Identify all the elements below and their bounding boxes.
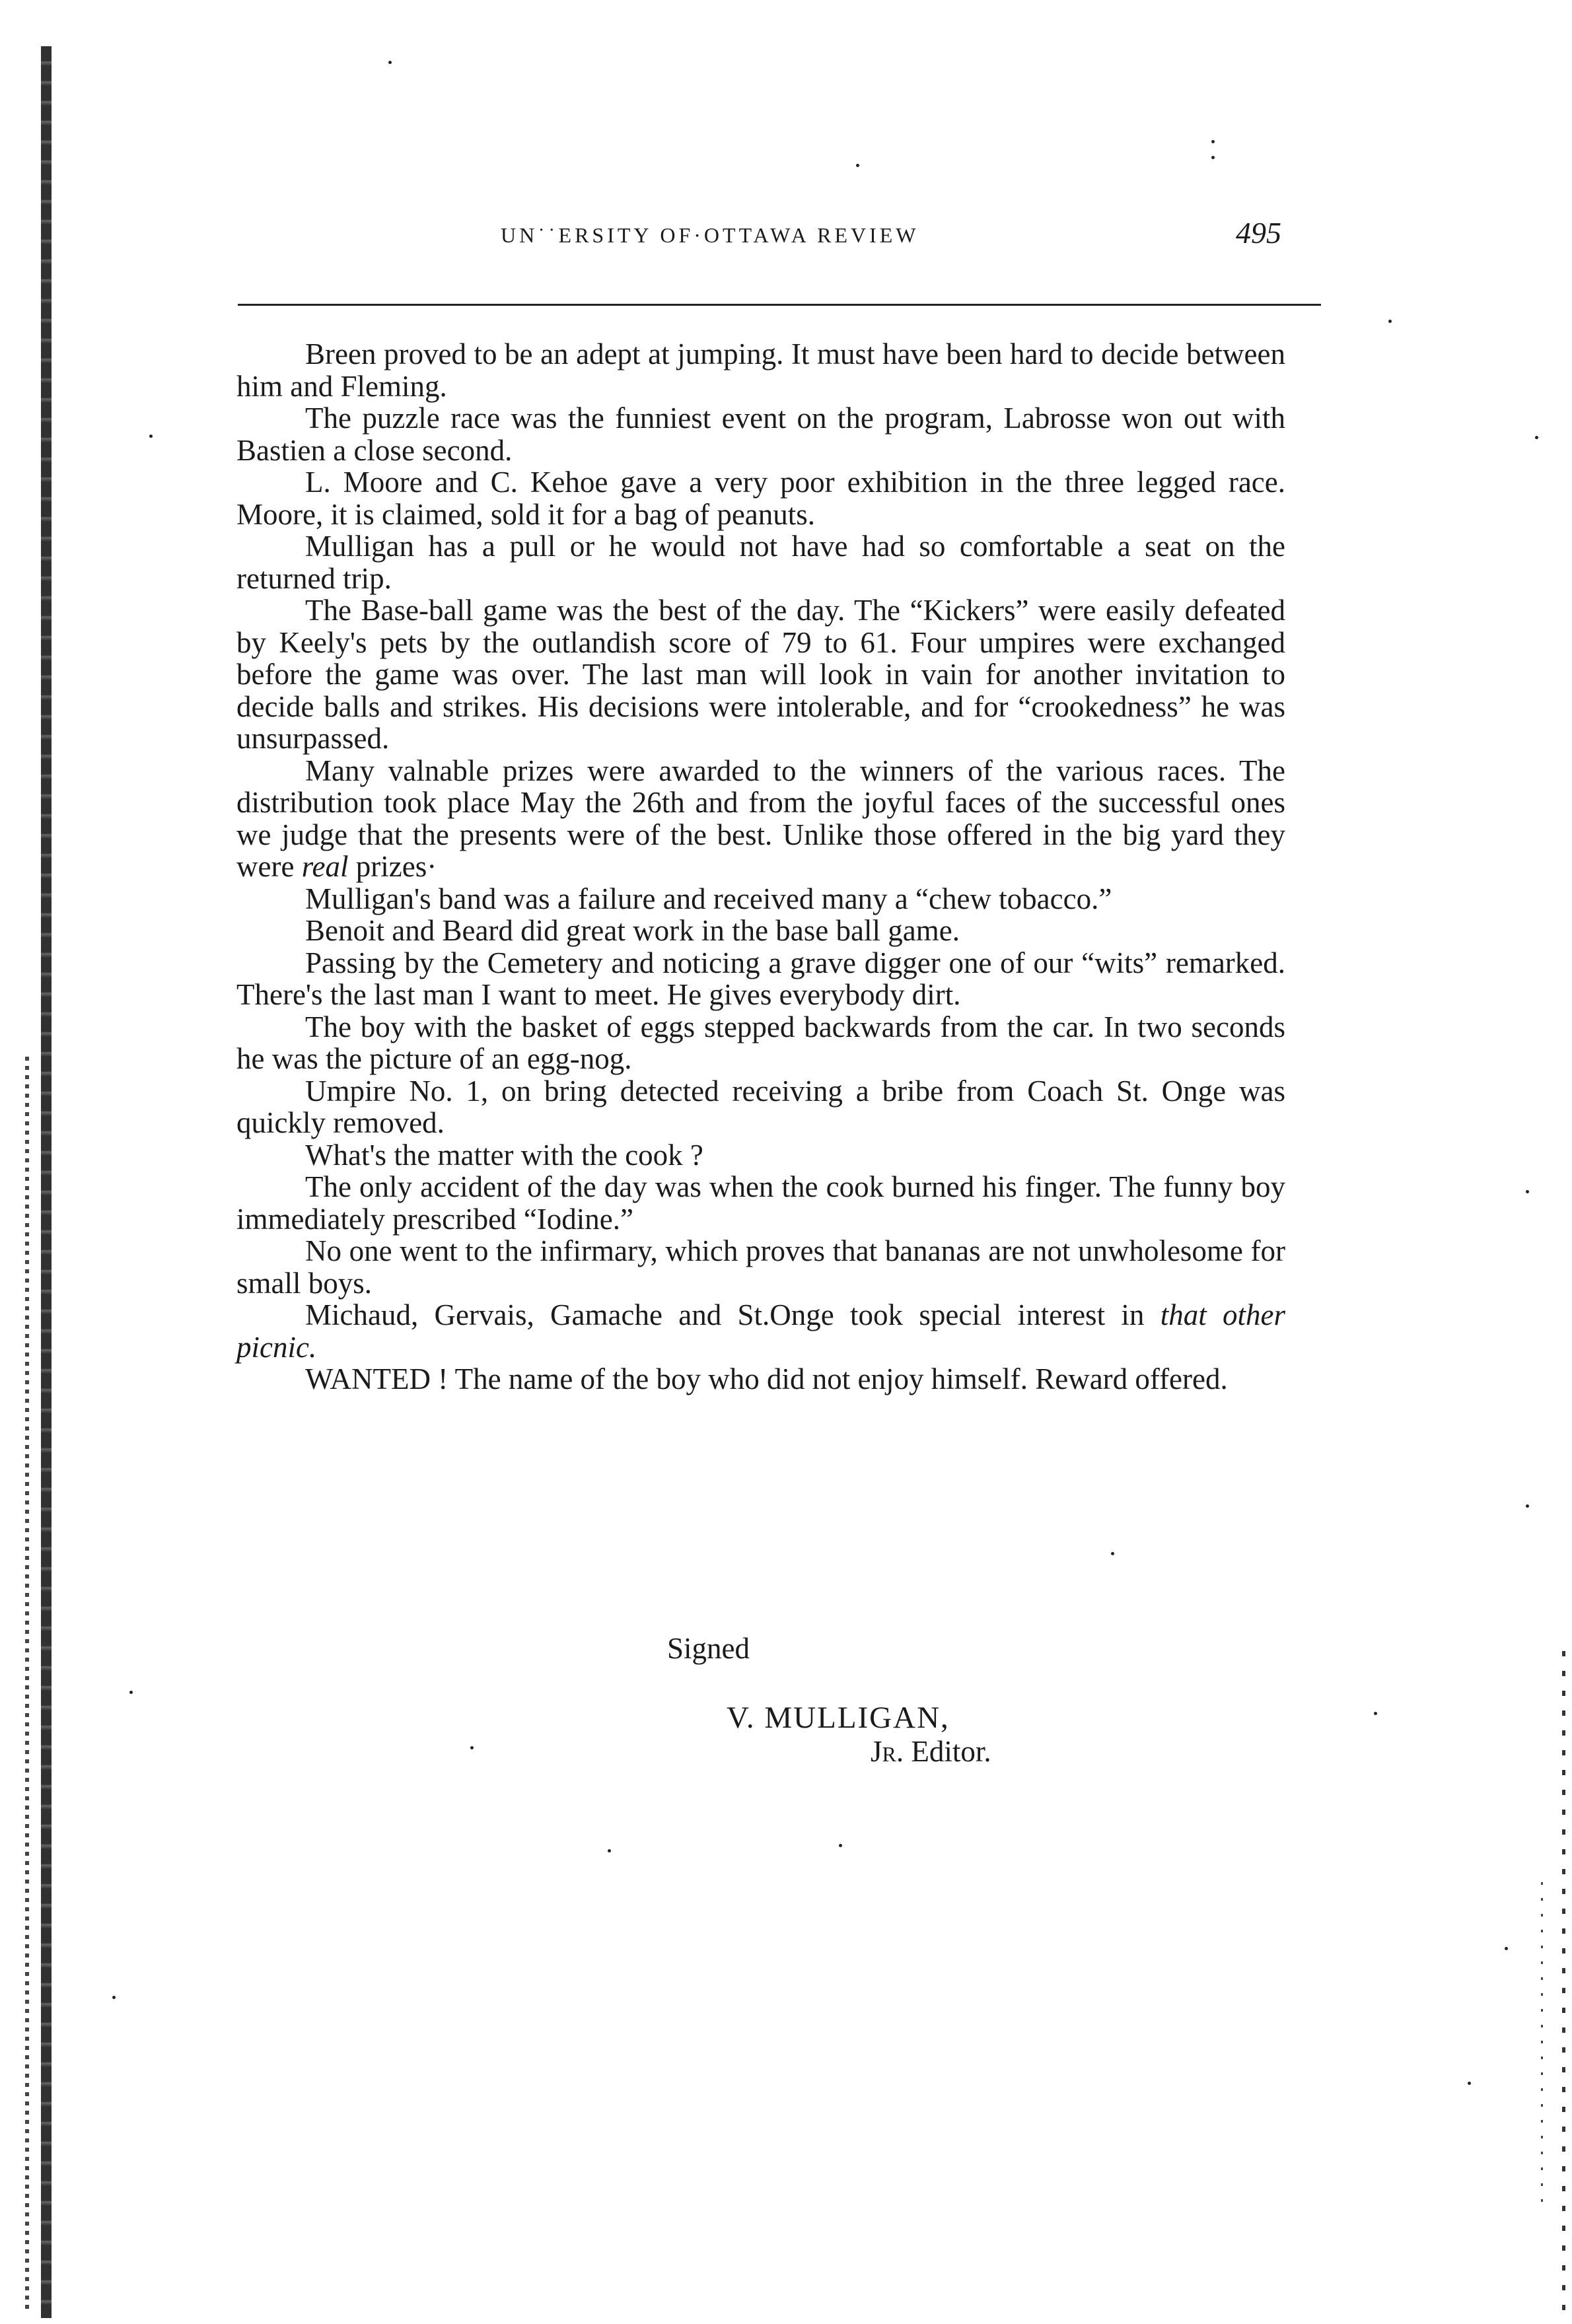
- paragraph: Mulligan has a pull or he would not have had so comfortable a seat on the returned trip.: [236, 530, 1285, 595]
- paragraph: Umpire No. 1, on bring detected receiving a bribe from Coach St. Onge was quickly removed.: [236, 1074, 1285, 1139]
- right-edge-marks: [1562, 1651, 1565, 2311]
- paragraph-text: Michaud, Gervais, Gamache and St.Onge took special interest in: [305, 1298, 1145, 1331]
- paragraph: The Base-ball game was the best of the day. The “Kickers” were easily defeated by Keely's pets by the outlandish score of 79 to 61. Four umpires were exchanged before the game was over. The last man will look in vain for another invitation to decide balls and strikes. His decisions were intolerable, and for “crookedness” he was unsurpassed.: [236, 594, 1285, 755]
- scan-speck: [1526, 1504, 1529, 1508]
- scan-speck: [1211, 156, 1215, 159]
- signer-title-suffix: . Editor.: [896, 1735, 991, 1768]
- paragraph: What's the matter with the cook ?: [305, 1138, 703, 1172]
- emphasis-real: real: [301, 850, 349, 883]
- scan-speck: [1374, 1712, 1377, 1715]
- page-number: 495: [1236, 216, 1281, 250]
- scan-speck: [608, 1849, 611, 1852]
- scan-speck: [112, 1996, 116, 1999]
- header-rule: [238, 304, 1321, 306]
- paragraph: No one went to the infirmary, which proves that bananas are not unwholesome for small boys.: [236, 1234, 1285, 1300]
- scan-speck: [839, 1844, 842, 1847]
- paragraph-text: Many valnable prizes were awarded to the winners of the various races. The distribution took place May the 26th and from the joyful faces of the successful ones we judge that the presents were of the best. Unlike those offered in the big yard they were: [236, 754, 1285, 883]
- running-title: UN˙˙ERSITY OF·OTTAWA REVIEW: [501, 223, 919, 247]
- scan-speck: [1388, 320, 1392, 323]
- paragraph: The boy with the basket of eggs stepped backwards from the car. In two seconds he was the picture of an egg-nog.: [236, 1010, 1285, 1075]
- article-body: [236, 338, 1285, 1395]
- binding-edge-shadow: [25, 1057, 29, 2311]
- paragraph: Breen proved to be an adept at jumping. It must have been hard to decide between him and Fleming.: [236, 337, 1285, 403]
- scan-speck: [388, 61, 392, 64]
- page-header: [238, 211, 1308, 264]
- signed-label: Signed: [667, 1632, 750, 1665]
- paragraph: Passing by the Cemetery and noticing a grave digger one of our “wits” remarked. There's the last man I want to meet. He gives everybody dirt.: [236, 946, 1285, 1011]
- signer-title-prefix: Jr: [871, 1735, 896, 1768]
- paragraph: [236, 755, 1285, 883]
- signer-title: [871, 1734, 991, 1769]
- paragraph: Benoit and Beard did great work in the base ball game.: [305, 914, 960, 947]
- scan-speck: [1211, 140, 1215, 143]
- signer-name: V. MULLIGAN,: [727, 1701, 950, 1735]
- scan-speck: [149, 435, 153, 438]
- right-edge-marks-inner: [1541, 1882, 1543, 2212]
- paragraph: The only accident of the day was when the cook burned his finger. The funny boy immediately prescribed “Iodine.”: [236, 1170, 1285, 1236]
- paragraph-text-end: prizes·: [348, 850, 437, 883]
- paragraph: [236, 1299, 1285, 1363]
- scan-speck: [1468, 2082, 1471, 2085]
- scan-speck: [856, 164, 859, 167]
- emphasis-that-other-picnic: that other picnic.: [236, 1298, 1286, 1364]
- scan-speck: [1526, 1190, 1529, 1193]
- scan-speck: [470, 1746, 474, 1749]
- scan-speck: [1535, 436, 1538, 439]
- scan-speck: [129, 1691, 133, 1694]
- scan-speck: [1505, 1947, 1508, 1950]
- paragraph-wanted: WANTED ! The name of the boy who did not enjoy himself. Reward offered.: [305, 1362, 1228, 1395]
- paragraph: Mulligan's band was a failure and received many a “chew tobacco.”: [305, 882, 1112, 915]
- binding-edge: [41, 46, 52, 2318]
- scan-speck: [1111, 1552, 1114, 1555]
- paragraph: The puzzle race was the funniest event on the program, Labrosse won out with Bastien a close second.: [236, 402, 1285, 467]
- paragraph: L. Moore and C. Kehoe gave a very poor exhibition in the three legged race. Moore, it is claimed, sold it for a bag of peanuts.: [236, 466, 1285, 531]
